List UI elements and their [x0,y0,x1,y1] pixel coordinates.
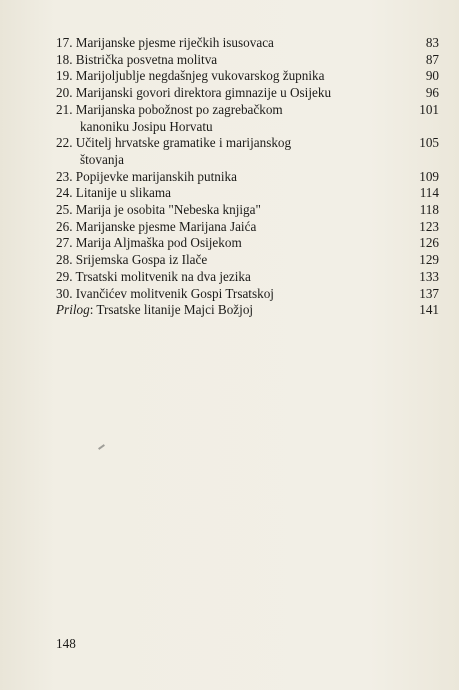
toc-entry-page: 83 [425,35,439,50]
toc-entry-title-line1: 21. Marijanska pobožnost po zagrebačkom [56,101,283,117]
toc-entry-title: 17. Marijanske pjesme riječkih isusovaca [56,35,274,50]
toc-entry-page: 126 [419,235,439,251]
toc-entry-title: 25. Marija je osobita "Nebeska knjiga" [56,202,261,218]
page-number: 148 [56,636,76,651]
toc-entry-page: 109 [419,168,439,184]
toc-entry [56,35,439,52]
toc-entry-title: 24. Litanije u slikama [56,185,171,201]
toc-entry [56,235,439,252]
toc-entry-title: 20. Marijanski govori direktora gimnazije u Osijeku [56,85,332,101]
toc-entry [56,52,439,69]
toc-entry-title [56,135,396,168]
toc-entry [56,185,439,202]
toc-entry [56,202,439,219]
toc-entry-page: 123 [419,218,439,234]
table-of-contents [56,35,439,319]
toc-entry-title: 30. Ivančićev molitvenik Gospi Trsatskoj [56,285,274,301]
toc-entry-page: 114 [419,185,439,201]
toc-entry-title: 26. Marijanske pjesme Marijana Jaića [56,218,257,234]
toc-entry-title: 19. Marijoljublje negdašnjeg vukovarskog župnika [56,68,325,84]
bleed-through-text [188,268,438,645]
toc-entry [56,68,439,85]
toc-entry-appendix [56,302,439,319]
toc-entry [56,269,439,286]
toc-entry [56,102,439,135]
toc-entry [56,252,439,269]
toc-entry-title [56,302,396,319]
toc-entry [56,219,439,236]
toc-entry-page: 101 [419,101,439,117]
toc-entry-title: 27. Marija Aljmaška pod Osijekom [56,235,242,251]
appendix-prefix: Prilog [56,302,90,318]
toc-entry-title: 29. Trsatski molitvenik na dva jezika [56,268,251,284]
pencil-mark [98,444,105,450]
toc-entry-title: 18. Bistrička posvetna molitva [56,51,218,67]
toc-entry-title-line2: štovanja [80,151,124,167]
toc-entry-page: 137 [419,285,439,301]
appendix-title: : Trsatske litanije Majci Božjoj [89,302,254,318]
toc-entry-page: 129 [419,252,439,268]
toc-entry-page: 90 [425,68,439,84]
toc-entry-page: 96 [425,85,439,101]
toc-entry [56,135,439,168]
toc-entry-page: 133 [419,268,439,284]
toc-entry [56,286,439,303]
toc-entry-title: 28. Srijemska Gospa iz Ilače [56,252,208,268]
toc-entry-page: 105 [419,135,439,151]
toc-entry-page: 141 [419,302,439,318]
toc-entry-title [56,102,396,135]
toc-entry-page: 87 [425,51,439,67]
toc-entry-title-line1: 22. Učitelj hrvatske gramatike i marijanskog [56,135,292,151]
toc-entry [56,169,439,186]
toc-entry-title-line2: kanoniku Josipu Horvatu [80,118,213,134]
toc-entry [56,85,439,102]
toc-entry-page: 118 [419,202,439,218]
toc-entry-title: 23. Popijevke marijanskih putnika [56,168,237,184]
